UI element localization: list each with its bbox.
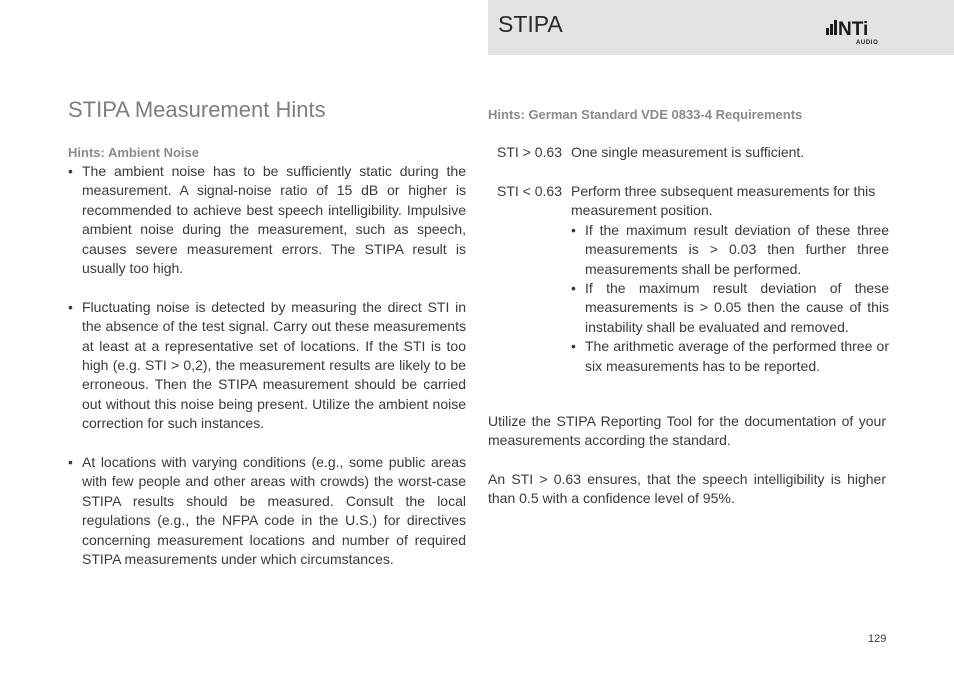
page-number: 129 bbox=[868, 633, 887, 645]
requirement-text: Perform three subsequent measurements for this measurement position. bbox=[571, 183, 876, 219]
nti-audio-logo bbox=[826, 17, 888, 47]
list-item: • At locations with varying conditions (e.g., some public areas with few people and other areas with crowds) the worst-case STIPA results should be measured. Consult the local regulations (e.g., the NFPA code in the U.S.) for directives concerning measurement locations and number of required STIPA measurements under which circumstances. bbox=[68, 453, 466, 569]
requirement-condition: STI > 0.63 bbox=[497, 144, 562, 160]
list-item: • If the maximum result deviation of these three measurements is > 0.03 then further three measurements shall be performed. bbox=[571, 221, 889, 279]
list-item: • The arithmetic average of the performed three or six measurements has to be reported. bbox=[571, 337, 889, 376]
page-heading: STIPA Measurement Hints bbox=[68, 97, 326, 122]
requirement-condition: STI < 0.63 bbox=[497, 183, 562, 199]
confidence-paragraph: An STI > 0.63 ensures, that the speech intelligibility is higher than 0.5 with a confidence level of 95%. bbox=[488, 471, 886, 507]
requirement-row bbox=[497, 143, 889, 162]
logo-subtext: AUDIO bbox=[856, 40, 879, 46]
list-item: • If the maximum result deviation of these measurements is > 0.05 then the cause of this instability shall be evaluated and removed. bbox=[571, 279, 889, 337]
ambient-noise-subheading: Hints: Ambient Noise bbox=[68, 145, 199, 160]
requirement-row bbox=[497, 182, 889, 376]
requirement-sub-list bbox=[571, 221, 889, 376]
requirement-block bbox=[571, 182, 889, 376]
ambient-noise-list bbox=[68, 162, 466, 589]
list-item: • Fluctuating noise is detected by measuring the direct STI in the absence of the test signal. Carry out these measurements at least at a representative set of locations. If the STI is too high (e.g. STI > 0,2), the measurement results are likely to be erroneous. Then the STIPA measurement should be carried out without this noise being present. Utilize the ambient noise correction for such instances. bbox=[68, 298, 466, 434]
list-item: • The ambient noise has to be sufficiently static during the measurement. A signal-noise ratio of 15 dB or higher is recommended to achieve best speech intelligibility. Impulsive ambient noise during the measurement, such as speech, causes severe measurement errors. The STIPA result is usually too high. bbox=[68, 162, 466, 278]
reporting-tool-paragraph: Utilize the STIPA Reporting Tool for the documentation of your measurements according the standard. bbox=[488, 413, 886, 449]
logo-text: NTi bbox=[838, 19, 869, 40]
requirement-text: One single measurement is sufficient. bbox=[571, 144, 805, 160]
vde-requirements-subheading: Hints: German Standard VDE 0833-4 Requirements bbox=[488, 107, 803, 122]
section-title: STIPA bbox=[498, 11, 563, 37]
